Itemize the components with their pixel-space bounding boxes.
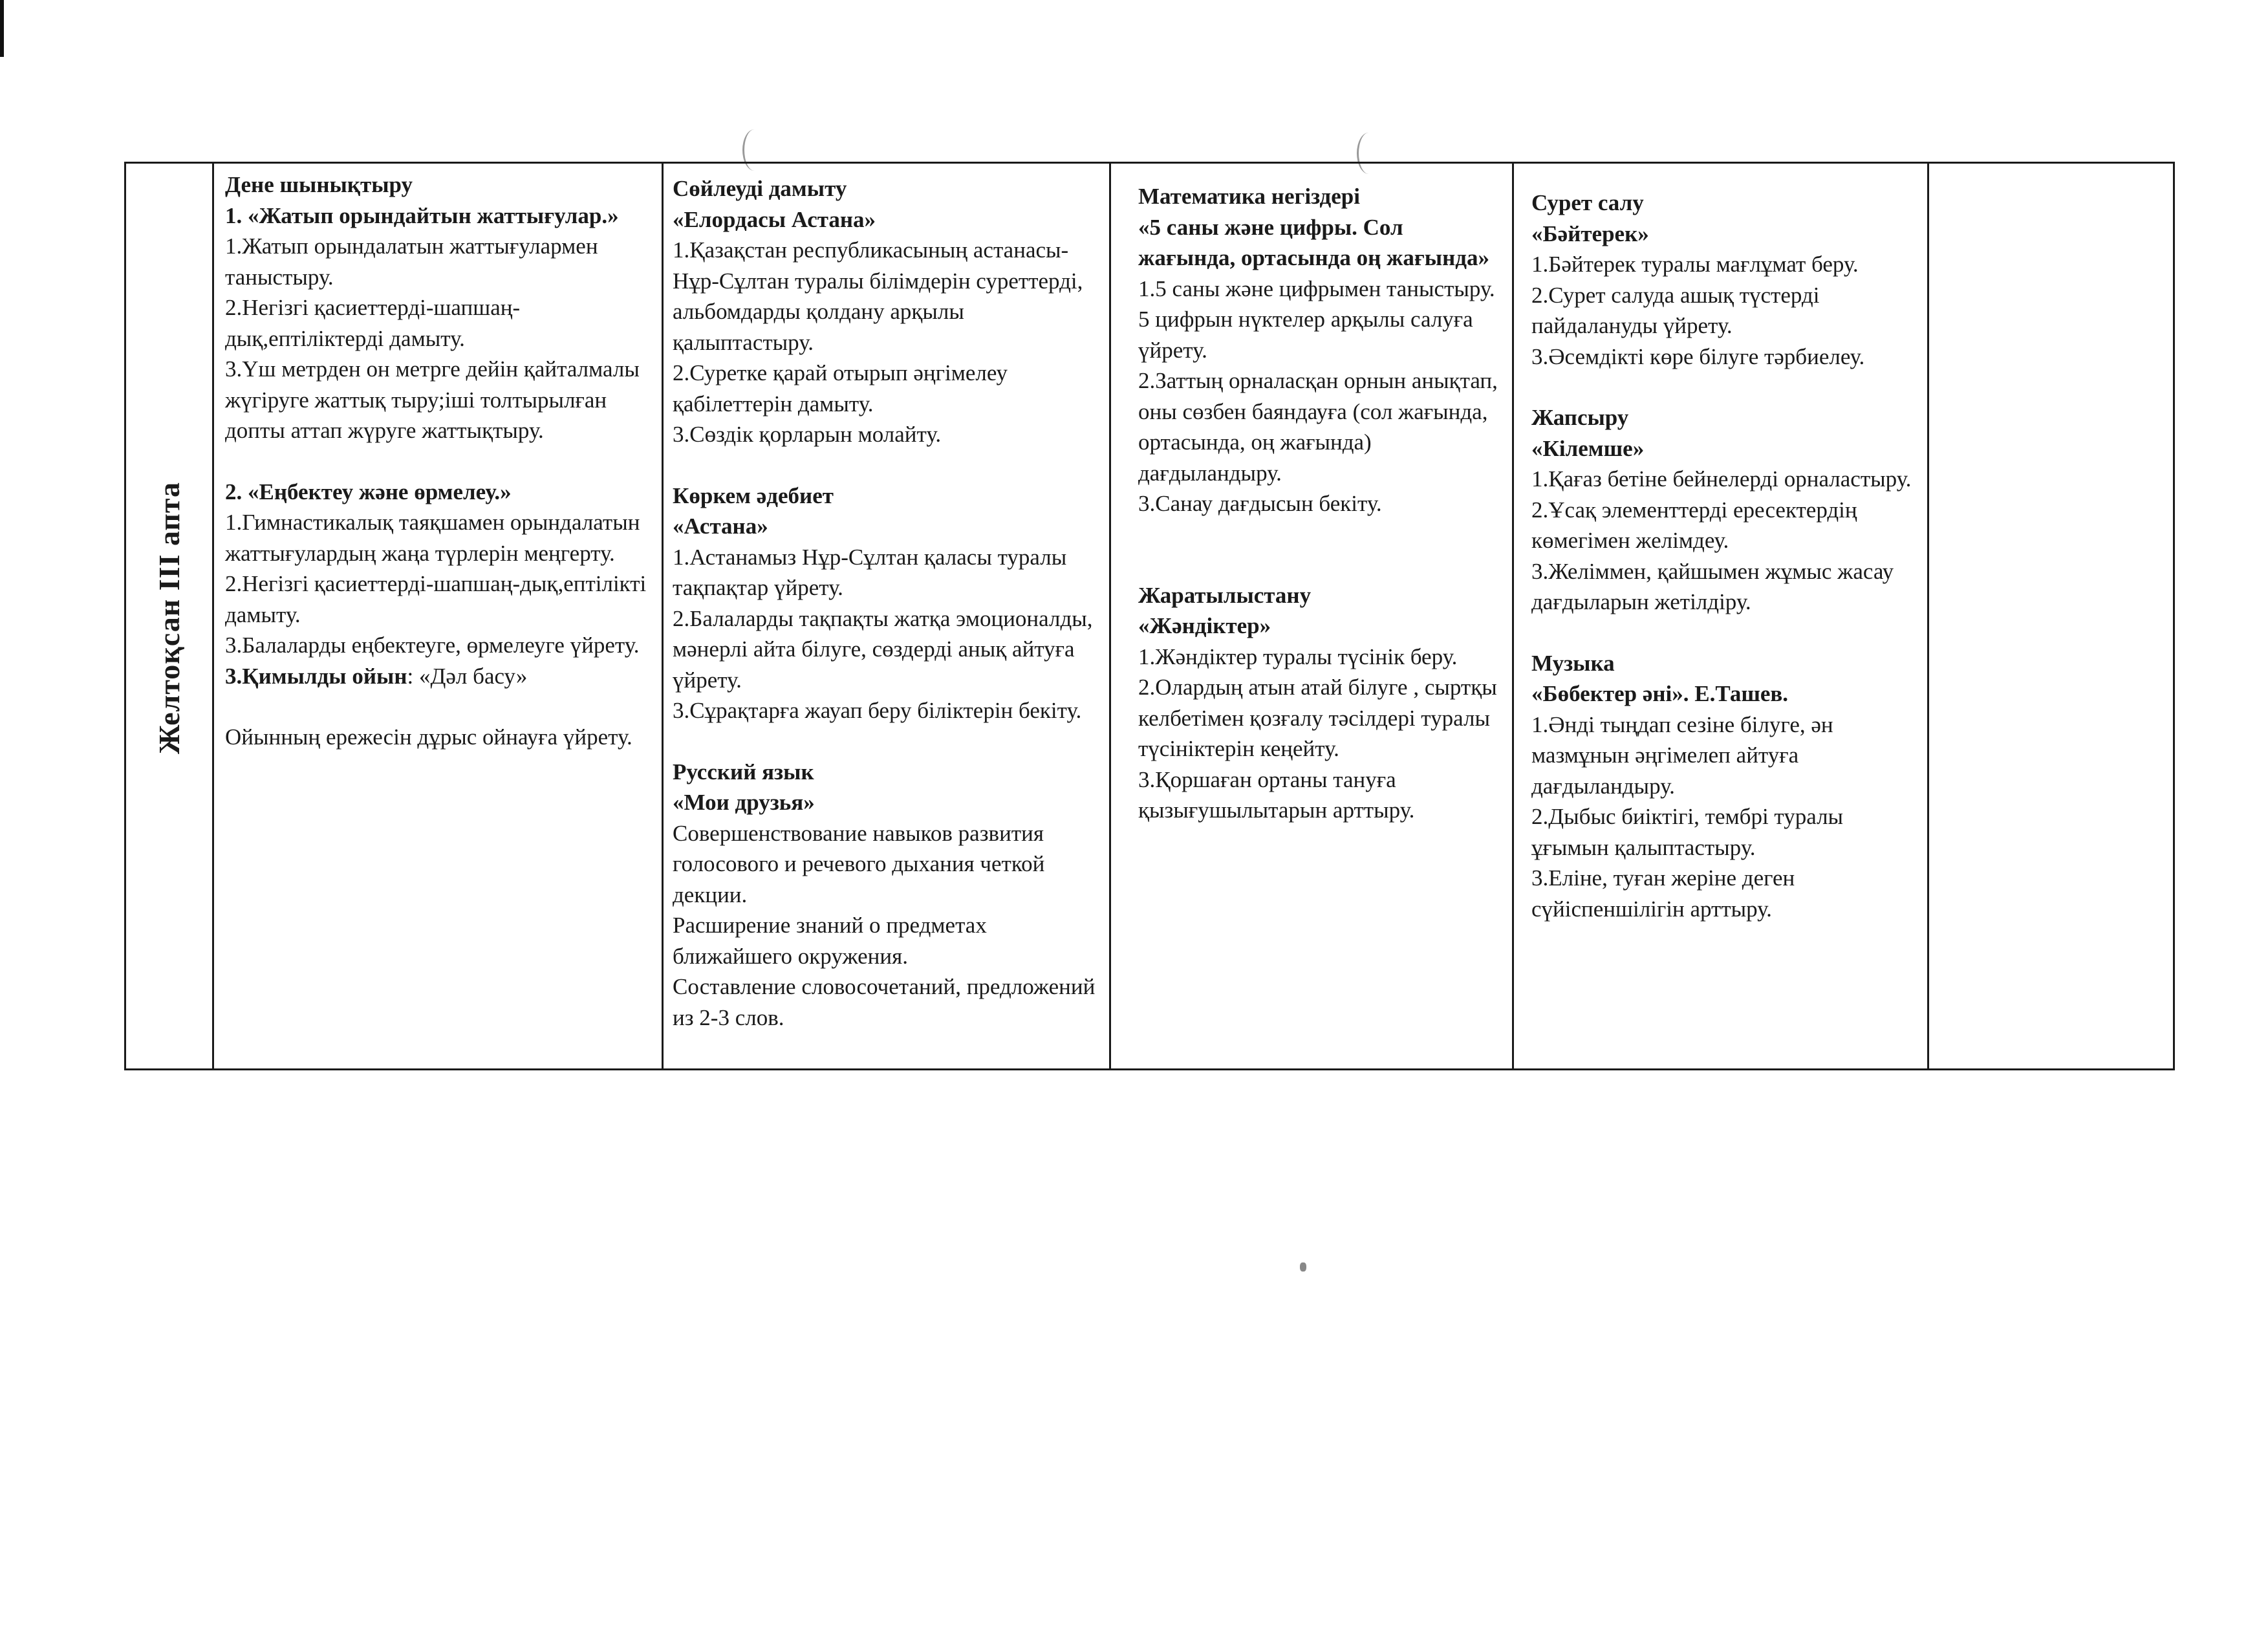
- section-heading: Сурет салу: [1531, 190, 1644, 215]
- section-line: 3.Еліне, туған жеріне деген сүйіспеншілігін арттыру.: [1531, 865, 1795, 922]
- section-topic: «Елордасы Астана»: [673, 206, 876, 232]
- section-line: 2.Негізгі қасиеттерді-шапшаң-дық,ептіліктерді дамыту.: [225, 295, 521, 351]
- scan-speck: [1300, 1262, 1306, 1272]
- table-right-border: [2173, 162, 2175, 1070]
- section-line: Расширение знаний о предметах ближайшего окружения.: [673, 913, 987, 969]
- punch-hole-mark: [742, 129, 766, 171]
- section-line: 2.Негізгі қасиеттерді-шапшаң-дық,ептілікті дамыту.: [225, 571, 647, 627]
- section-topic: «Астана»: [673, 514, 768, 539]
- section-line: 1.Жәндіктер туралы түсінік беру.: [1138, 644, 1458, 669]
- section-line: 1.Бәйтерек туралы мағлұмат беру.: [1531, 252, 1859, 277]
- section-line: 2.Олардың атын атай білуге , сыртқы келбетімен қозғалу тәсілдері туралы түсініктерін кеңейту.: [1138, 675, 1497, 761]
- section-line: 1.Әнді тыңдап сезіне білуге, ән мазмұнын әңгімелеп айтуға дағдыландыру.: [1531, 711, 1833, 799]
- section-topic: «Бәйтерек»: [1531, 221, 1649, 246]
- section-topic: «Кілемше»: [1531, 435, 1645, 461]
- section-topic: «Бөбектер әні». Е.Ташев.: [1531, 681, 1789, 706]
- section-line: 3.Қоршаған ортаны тануға қызығушылытарын арттыру.: [1138, 766, 1415, 823]
- col-drawing: [1531, 188, 1919, 924]
- table-top-border: [124, 162, 2174, 164]
- section-line: 1.5 саны және цифрымен таныстыру. 5 цифрын нүктелер арқылы салуға үйрету.: [1138, 276, 1495, 363]
- col-speech-development: [673, 173, 1103, 1033]
- col-divider: [1109, 162, 1111, 1070]
- section-line: 1.Гимнастикалық таяқшамен орындалатын жаттығулардың жаңа түрлерін меңгерту.: [225, 510, 640, 566]
- section-line: 1.Қағаз бетіне бейнелерді орналастыру.: [1531, 466, 1912, 492]
- section-line: 1.Қазақстан республикасының астанасы-Нұр-Сұлтан туралы білімдерін суреттерді, альбомдарды қолдану арқылы қалыптастыру.: [673, 237, 1083, 355]
- section-line: 3.Желіммен, қайшымен жұмыс жасау дағдыларын жетілдіру.: [1531, 558, 1894, 614]
- section-line: 3.Балаларды еңбектеуге, өрмелеуге үйрету.: [225, 633, 640, 658]
- week-label: Желтоқсан III апта: [153, 481, 186, 754]
- section-heading: Русский язык: [673, 759, 814, 785]
- section-heading: Көркем әдебиет: [673, 482, 834, 508]
- col-divider: [1512, 162, 1514, 1070]
- section-line: Ойынның ережесін дұрыс ойнауға үйрету.: [225, 724, 632, 750]
- punch-hole-mark: [1357, 133, 1381, 174]
- col-mathematics: [1138, 181, 1500, 826]
- game-label: 3.Қимылды ойын: [225, 663, 407, 689]
- section-line: 2.Суретке қарай отырып әңгімелеу қабілеттерін дамыту.: [673, 360, 1008, 417]
- table-left-border: [124, 162, 126, 1070]
- scan-edge: [0, 0, 4, 57]
- section-line: 3.Сөздік қорларын молайту.: [673, 422, 942, 447]
- section-topic: «Мои друзья»: [673, 790, 815, 815]
- section-line: 2.Заттың орналасқан орнын анықтап, оны сөзбен баяндауға (сол жағында, ортасында, оң жағында) дағдыландыру.: [1138, 368, 1498, 486]
- col-divider: [662, 162, 664, 1070]
- col-divider: [212, 162, 214, 1070]
- section-heading: Музыка: [1531, 650, 1615, 676]
- section-topic: «Жәндіктер»: [1138, 613, 1271, 638]
- section-line: Совершенствование навыков развития голосового и речевого дыхания четкой декции.: [673, 820, 1045, 907]
- game-line: [225, 661, 652, 692]
- section-heading: Дене шынықтыру: [225, 172, 413, 197]
- section-line: 3.Санау дағдысын бекіту.: [1138, 491, 1382, 516]
- section-line: 3.Сұрақтарға жауап беру біліктерін бекіту.: [673, 698, 1082, 723]
- section-topic: «5 саны және цифры. Сол жағында, ортасында оң жағында»: [1138, 214, 1489, 270]
- section-heading: Сөйлеуді дамыту: [673, 176, 847, 201]
- section-heading: Жапсыру: [1531, 405, 1629, 430]
- col-divider: [1927, 162, 1929, 1070]
- col-physical-education: [225, 169, 652, 753]
- section-line: 1.Жатып орындалатын жаттығулармен таныстыру.: [225, 233, 598, 290]
- section-line: 3.Әсемдікті көре білуге тәрбиелеу.: [1531, 343, 1865, 369]
- section-line: 2.Дыбыс биіктігі, тембрі туралы ұғымын қалыптастыру.: [1531, 804, 1844, 860]
- game-name: : «Дәл басу»: [407, 663, 528, 689]
- section-heading: Математика негіздері: [1138, 184, 1360, 209]
- section-heading: Жаратылыстану: [1138, 582, 1312, 608]
- section-topic: 2. «Еңбектеу және өрмелеу.»: [225, 479, 512, 504]
- section-line: 2.Ұсақ элементтерді ересектердің көмегімен желімдеу.: [1531, 497, 1857, 553]
- section-line: 2.Сурет салуда ашық түстерді пайдалануды үйрету.: [1531, 282, 1820, 338]
- section-line: 3.Үш метрден он метрге дейін қайталмалы жүгіруге жаттық тыру;іші толтырылған допты аттап жүруге жаттықтыру.: [225, 356, 640, 443]
- section-topic: 1. «Жатып орындайтын жаттығулар.»: [225, 202, 619, 228]
- section-line: 1.Астанамыз Нұр-Сұлтан қаласы туралы тақпақтар үйрету.: [673, 544, 1067, 600]
- section-line: 2.Балаларды тақпақты жатқа эмоционалды, мәнерлі айта білуге, сөздерді анық айтуға үйрету.: [673, 605, 1093, 693]
- table-bottom-border: [124, 1068, 2174, 1070]
- section-line: Составление словосочетаний, предложений из 2-3 слов.: [673, 974, 1096, 1030]
- week-label-cell: [127, 162, 212, 1074]
